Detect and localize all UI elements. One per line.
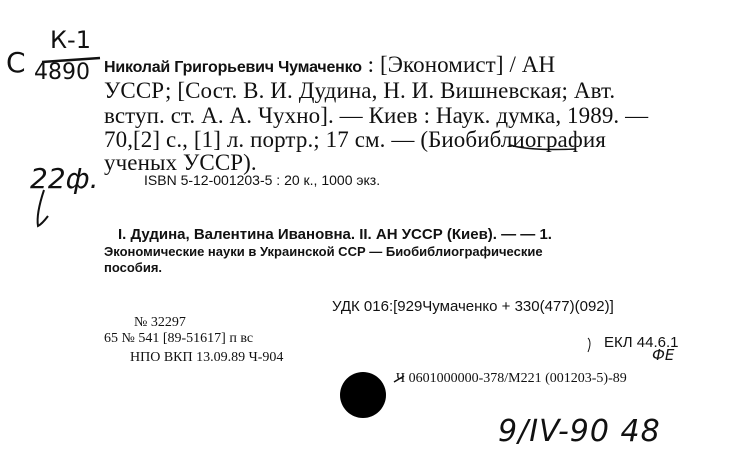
index-line-1: I. Дудина, Валентина Ивановна. II. АН УССР (Киев). — — 1.: [118, 226, 552, 243]
order-line: 65 № 541 [89-51617] п вс: [104, 331, 254, 346]
bottom-note: 9/IV-90 48: [498, 414, 661, 449]
shelfmark-number: 4890: [34, 60, 90, 85]
author-name: Николай Григорьевич Чумаченко: [104, 59, 362, 76]
index-line-2: Экономические науки в Украинской ССР — Биобиблиографические: [104, 244, 543, 259]
title-statement: : [Экономист] / АН: [361, 52, 556, 77]
punch-hole: [340, 372, 386, 418]
entry-line-1: [104, 52, 555, 81]
entry-line-4: 70,[2] с., [1] л. портр.; 17 см. — (Биобиблиография: [104, 127, 606, 152]
publisher-code: Ч 0601000000-378/M221 (001203-5)-89: [396, 371, 627, 386]
margin-hook: [38, 190, 48, 226]
npo-line: НПО ВКП 13.09.89 Ч-904: [130, 350, 284, 365]
shelfmark-top: К-1: [50, 26, 91, 54]
entry-line-2: УССР; [Сост. В. И. Дудина, Н. И. Вишневская; Авт.: [104, 78, 616, 103]
initials-note: ФЕ: [652, 346, 675, 364]
shelfmark-prefix: С: [6, 46, 26, 79]
index-line-3: пособия.: [104, 260, 163, 275]
card-number: № 32297: [134, 315, 186, 330]
entry-line-5: ученых УССР).: [104, 150, 257, 175]
isbn-line: ISBN 5-12-001203-5 : 20 к., 1000 экз.: [144, 172, 381, 188]
margin-note: 22ф.: [30, 162, 99, 195]
udk-code: УДК 016:[929Чумаченко + 330(477)(092)]: [332, 298, 614, 315]
entry-line-3: вступ. ст. А. А. Чухно]. — Киев : Наук. думка, 1989. —: [104, 103, 649, 128]
ekl-code: ЕКЛ 44.6.1: [604, 334, 679, 351]
